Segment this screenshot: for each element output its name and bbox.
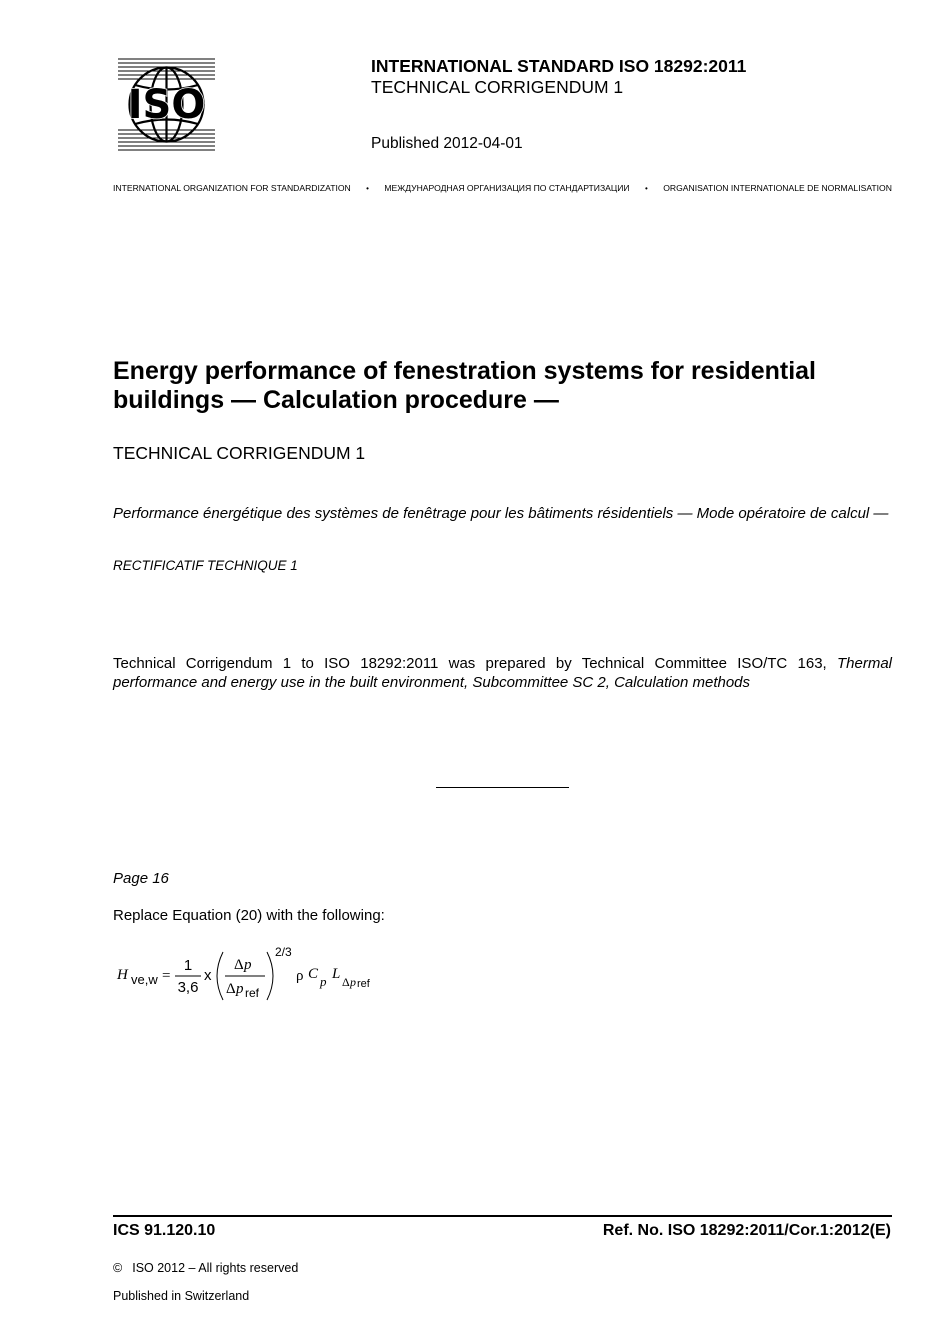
eq-delta: Δ bbox=[342, 975, 350, 989]
org-name-english: INTERNATIONAL ORGANIZATION FOR STANDARDIZATION bbox=[113, 183, 351, 193]
org-name-french: ORGANISATION INTERNATIONALE DE NORMALISATION bbox=[663, 183, 892, 193]
eq-ref-subscript: ref bbox=[357, 978, 370, 990]
logo-text: ISO bbox=[127, 82, 206, 128]
org-separator: • bbox=[366, 183, 369, 193]
eq-p: p bbox=[244, 957, 252, 973]
eq-ref-subscript: ref bbox=[245, 986, 260, 1000]
org-separator: • bbox=[645, 183, 648, 193]
organization-names bbox=[113, 183, 892, 193]
replace-instruction: Replace Equation (20) with the following: bbox=[113, 907, 385, 924]
french-title: Performance énergétique des systèmes de fenêtrage pour les bâtiments résidentiels — Mode opératoire de calcul — bbox=[113, 505, 889, 522]
published-in: Published in Switzerland bbox=[113, 1289, 250, 1303]
standard-title: INTERNATIONAL STANDARD ISO 18292:2011 bbox=[371, 56, 747, 76]
eq-C: C bbox=[308, 966, 319, 982]
eq-equals: = bbox=[162, 968, 171, 984]
copyright-line bbox=[113, 1261, 298, 1275]
published-date: Published 2012-04-01 bbox=[371, 135, 523, 152]
eq-times: x bbox=[204, 967, 212, 984]
eq-L: L bbox=[332, 966, 341, 982]
eq-p: p bbox=[350, 975, 356, 989]
eq-exponent: 2/3 bbox=[275, 945, 292, 959]
title-corrigendum: TECHNICAL CORRIGENDUM 1 bbox=[113, 443, 366, 463]
corrigendum-label: TECHNICAL CORRIGENDUM 1 bbox=[371, 77, 624, 97]
document-title bbox=[113, 357, 903, 415]
eq-H-subscript: ve,w bbox=[131, 972, 158, 987]
copyright-text: ISO 2012 – All rights reserved bbox=[132, 1261, 299, 1275]
org-name-russian: МЕЖДУНАРОДНАЯ ОРГАНИЗАЦИЯ ПО СТАНДАРТИЗАЦИИ bbox=[384, 183, 630, 193]
equation-20 bbox=[113, 940, 413, 1010]
page-reference: Page 16 bbox=[113, 870, 169, 887]
eq-H: H bbox=[117, 967, 128, 983]
title-line-2: buildings — Calculation procedure — bbox=[113, 386, 559, 414]
eq-denominator: 3,6 bbox=[177, 979, 199, 996]
eq-C-subscript: p bbox=[320, 974, 327, 989]
copyright-icon: © bbox=[113, 1261, 123, 1275]
section-divider bbox=[436, 787, 569, 788]
french-rectificatif: RECTIFICATIF TECHNIQUE 1 bbox=[113, 558, 298, 573]
eq-p: p bbox=[236, 981, 244, 997]
eq-rho: ρ bbox=[296, 968, 304, 984]
iso-logo bbox=[118, 58, 215, 151]
ics-code: ICS 91.120.10 bbox=[113, 1222, 216, 1239]
committee-name: Thermal performance and energy use in the built environment, Subcommittee SC 2, Calculation methods bbox=[113, 655, 892, 691]
preparation-text: Technical Corrigendum 1 to ISO 18292:2011 was prepared by Technical Committee ISO/TC 163, bbox=[113, 655, 837, 672]
reference-number: Ref. No. ISO 18292:2011/Cor.1:2012(E) bbox=[602, 1222, 891, 1239]
footer-rule bbox=[113, 1215, 892, 1217]
eq-numerator: 1 bbox=[183, 957, 193, 974]
title-line-1: Energy performance of fenestration systems for residential bbox=[113, 357, 816, 385]
eq-delta: Δ bbox=[226, 981, 236, 997]
eq-left-paren bbox=[217, 952, 223, 1000]
eq-right-paren bbox=[267, 952, 273, 1000]
eq-delta: Δ bbox=[234, 957, 244, 973]
preparation-paragraph bbox=[113, 655, 892, 692]
